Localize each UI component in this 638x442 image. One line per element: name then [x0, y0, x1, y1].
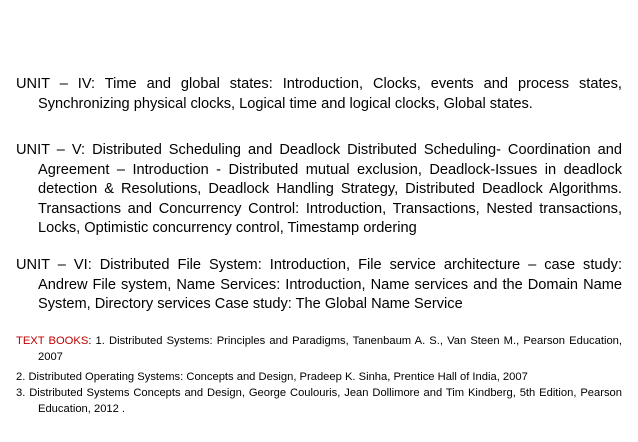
unit-iv-paragraph: UNIT – IV: Time and global states: Introduction, Clocks, events and process states, Synchronizing physical clocks, Logical time and logical clocks, Global states. [16, 76, 622, 112]
reference-1-text: : 1. Distributed Systems: Principles and Paradigms, Tanenbaum A. S., Van Steen M., Pearson Education, 2007 [38, 335, 622, 363]
text-books-label: TEXT BOOKS [16, 335, 89, 347]
text-book-reference-2: 2. Distributed Operating Systems: Concepts and Design, Pradeep K. Sinha, Prentice Hall of India, 2007 [16, 371, 528, 383]
text-book-reference-1 [16, 334, 622, 365]
unit-vi-paragraph: UNIT – VI: Distributed File System: Introduction, File service architecture – case study: Andrew File system, Name Services: Introduction, Name services and the Domain Name System, Directory services Case study: The Global Name Service [16, 257, 622, 313]
unit-v-paragraph: UNIT – V: Distributed Scheduling and Deadlock Distributed Scheduling- Coordination and Agreement – Introduction - Distributed mutual exclusion, Deadlock-Issues in deadlock detection & Resolutions, Deadlock Handling Strategy, Distributed Deadlock Algorithms. Transactions and Concurrency Control: Introduction, Transactions, Nested transactions, Locks, Optimistic concurrency control, Timestamp ordering [16, 142, 622, 237]
text-book-reference-3: 3. Distributed Systems Concepts and Design, George Coulouris, Jean Dollimore and Tim Kindberg, 5th Edition, Pearson Education, 2012 . [16, 387, 622, 415]
